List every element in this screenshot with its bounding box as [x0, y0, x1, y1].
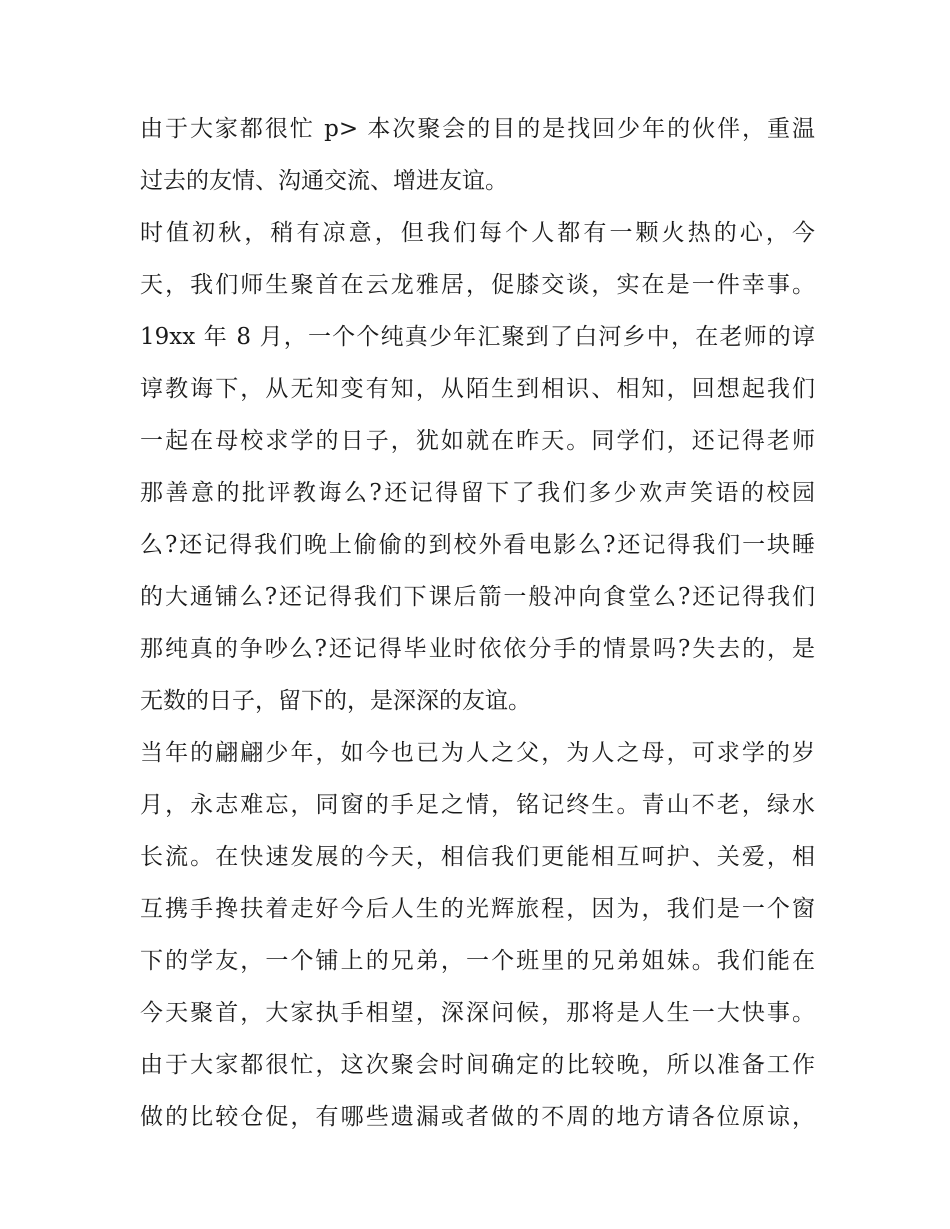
text-line: 无数的日子，留下的，是深深的友谊。 [140, 688, 531, 714]
text-line: 时值初秋，稍有凉意，但我们每个人都有一颗火热的心，今 [140, 220, 815, 246]
text-line: 过去的友情、沟通交流、增进友谊。 [140, 168, 508, 194]
text-line: 那善意的批评教诲么?还记得留下了我们多少欢声笑语的校园 [140, 480, 815, 506]
text-line: 的大通铺么?还记得我们下课后箭一般冲向食堂么?还记得我们 [140, 584, 815, 610]
text-line: 做的比较仓促，有哪些遗漏或者做的不周的地方请各位原谅， [140, 1104, 815, 1130]
text-line: 由于大家都很忙 p> 本次聚会的目的是找回少年的伙伴，重温 [140, 116, 815, 142]
text-line: 今天聚首，大家执手相望，深深问候，那将是人生一大快事。 [140, 1000, 815, 1026]
text-line: 一起在母校求学的日子，犹如就在昨天。同学们，还记得老师 [140, 428, 815, 454]
text-line: 由于大家都很忙，这次聚会时间确定的比较晚，所以准备工作 [140, 1052, 815, 1078]
text-line: 么?还记得我们晚上偷偷的到校外看电影么?还记得我们一块睡 [140, 532, 815, 558]
text-line: 当年的翩翩少年，如今也已为人之父，为人之母，可求学的岁 [140, 740, 815, 766]
text-line: 长流。在快速发展的今天，相信我们更能相互呵护、关爱，相 [140, 844, 815, 870]
text-line: 那纯真的争吵么?还记得毕业时依依分手的情景吗?失去的，是 [140, 636, 815, 662]
text-line: 月，永志难忘，同窗的手足之情，铭记终生。青山不老，绿水 [140, 792, 815, 818]
text-line: 谆教诲下，从无知变有知，从陌生到相识、相知，回想起我们 [140, 376, 815, 402]
document-body [140, 103, 815, 1143]
text-line: 19xx 年 8 月，一个个纯真少年汇聚到了白河乡中，在老师的谆 [140, 324, 815, 350]
text-line: 下的学友，一个铺上的兄弟，一个班里的兄弟姐妹。我们能在 [140, 948, 815, 974]
text-line: 天，我们师生聚首在云龙雅居，促膝交谈，实在是一件幸事。 [140, 272, 815, 298]
text-line: 互携手搀扶着走好今后人生的光辉旅程，因为，我们是一个窗 [140, 896, 815, 922]
